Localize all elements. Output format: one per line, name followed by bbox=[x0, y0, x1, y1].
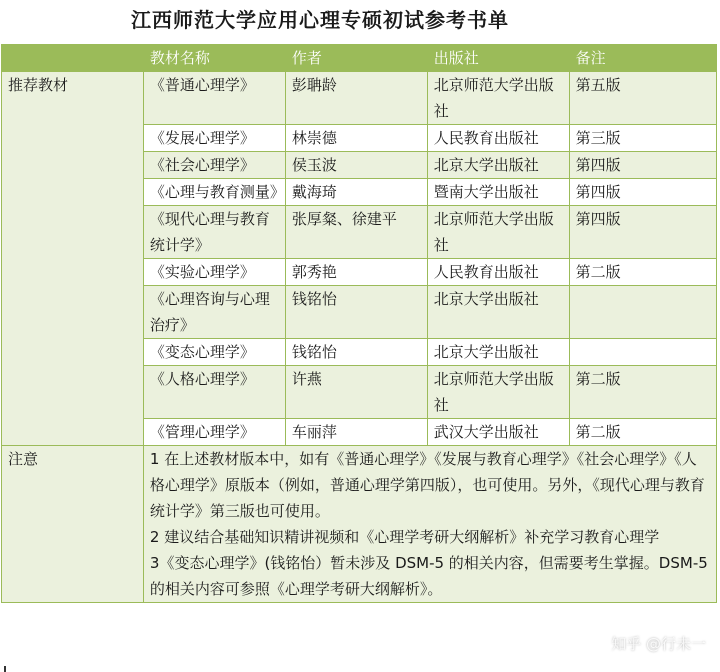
book-author: 车丽萍 bbox=[285, 419, 427, 446]
book-note: 第四版 bbox=[569, 179, 716, 206]
header-publisher: 出版社 bbox=[427, 45, 569, 72]
book-name: 《心理咨询与心理治疗》 bbox=[143, 286, 285, 339]
book-note: 第二版 bbox=[569, 419, 716, 446]
note-item: 2 建议结合基础知识精讲视频和《心理学考研大纲解析》补充学习教育心理学 bbox=[149, 528, 660, 546]
book-note: 第四版 bbox=[569, 152, 716, 179]
book-publisher: 北京师范大学出版社 bbox=[427, 366, 569, 419]
note-item: 3《变态心理学》(钱铭怡）暂未涉及 DSM-5 的相关内容，但需要考生掌握。DSM-5 的相关内容可参照《心理学考研大纲解析》。 bbox=[149, 554, 708, 598]
notes-cell bbox=[143, 446, 716, 603]
book-author: 钱铭怡 bbox=[285, 339, 427, 366]
book-publisher: 武汉大学出版社 bbox=[427, 419, 569, 446]
book-publisher: 北京师范大学出版社 bbox=[427, 206, 569, 259]
book-name: 《实验心理学》 bbox=[143, 259, 285, 286]
book-name: 《社会心理学》 bbox=[143, 152, 285, 179]
header-author: 作者 bbox=[285, 45, 427, 72]
header-row bbox=[2, 45, 717, 72]
book-name: 《现代心理与教育统计学》 bbox=[143, 206, 285, 259]
book-name: 《管理心理学》 bbox=[143, 419, 285, 446]
book-author: 钱铭怡 bbox=[285, 286, 427, 339]
book-publisher: 北京大学出版社 bbox=[427, 339, 569, 366]
book-author: 彭聃龄 bbox=[285, 72, 427, 125]
category-notes: 注意 bbox=[2, 446, 144, 603]
book-note: 第三版 bbox=[569, 125, 716, 152]
book-name: 《心理与教育测量》 bbox=[143, 179, 285, 206]
book-note: 第四版 bbox=[569, 206, 716, 259]
book-name: 《变态心理学》 bbox=[143, 339, 285, 366]
book-note: 第二版 bbox=[569, 366, 716, 419]
book-author: 许燕 bbox=[285, 366, 427, 419]
book-author: 侯玉波 bbox=[285, 152, 427, 179]
notes-row bbox=[2, 446, 717, 603]
page-title: 江西师范大学应用心理专硕初试参考书单 bbox=[131, 8, 509, 32]
category-recommended: 推荐教材 bbox=[2, 72, 144, 446]
book-name: 《发展心理学》 bbox=[143, 125, 285, 152]
book-publisher: 北京大学出版社 bbox=[427, 152, 569, 179]
book-publisher: 暨南大学出版社 bbox=[427, 179, 569, 206]
book-author: 张厚粲、徐建平 bbox=[285, 206, 427, 259]
book-note: 第五版 bbox=[569, 72, 716, 125]
book-author: 林崇德 bbox=[285, 125, 427, 152]
book-name: 《人格心理学》 bbox=[143, 366, 285, 419]
header-note: 备注 bbox=[569, 45, 716, 72]
book-author: 戴海琦 bbox=[285, 179, 427, 206]
book-note bbox=[569, 339, 716, 366]
book-author: 郭秀艳 bbox=[285, 259, 427, 286]
text-cursor bbox=[4, 666, 6, 672]
book-publisher: 人民教育出版社 bbox=[427, 259, 569, 286]
book-note bbox=[569, 286, 716, 339]
book-publisher: 北京师范大学出版社 bbox=[427, 72, 569, 125]
note-item: 1 在上述教材版本中，如有《普通心理学》《发展与教育心理学》《社会心理学》《人格心理学》原版本（例如，普通心理学第四版），也可使用。另外，《现代心理与教育统计学》第三版也可使用。 bbox=[149, 450, 705, 520]
book-note: 第二版 bbox=[569, 259, 716, 286]
book-publisher: 北京大学出版社 bbox=[427, 286, 569, 339]
reading-list-table bbox=[1, 44, 717, 603]
table-row bbox=[2, 72, 717, 125]
header-book-name: 教材名称 bbox=[143, 45, 285, 72]
header-category bbox=[2, 45, 144, 72]
book-publisher: 人民教育出版社 bbox=[427, 125, 569, 152]
watermark: 知乎 @行未一 bbox=[611, 635, 706, 653]
book-name: 《普通心理学》 bbox=[143, 72, 285, 125]
